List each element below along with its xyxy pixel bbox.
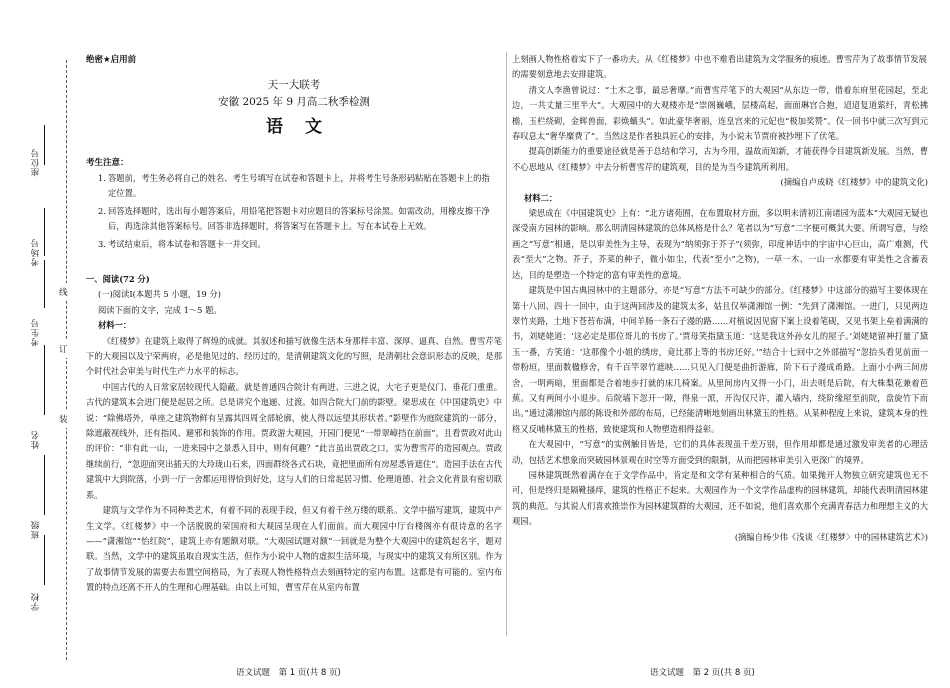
paragraph: 梁思成在《中国建筑史》上有：“北方诸苑囿，在布置取材方面，多以明未清初江南诸园为蓝本”大观园无疑也深受南方园林的影响。那么明清园林建筑的总体风格是什么？笔者以为“写意”二字便可概其大要。所谓写意，与绘画之“写意”相通，是以审美性为主导，表现为“纳须弥于芥子”(须弥，印度神话中的宇宙中心巨山，高广难测，代表“至大”之物。芥子，芥菜的种子，微小如尘，代表“至小”之物)，一草一木、一山一水都要有审美性之含蓄表达，目的是塑造一个特定的富有审美性的意境。	[512, 208, 928, 280]
instruction-text: 阅读下面的文字，完成 1～5 题。	[98, 304, 222, 315]
paragraph: 清文人李渔曾说过：“土木之事，最忌奢靡。”而曹雪芹笔下的大观园“从东边一带，借着东府里花园起，至北边，一共丈量三里半大”。大观园中的大观楼亦是“崇阁巍峨，层楼高起，面面琳宫合抱，迢迢复道萦纡，青松拂檐，玉栏绕砌，金辉兽面，彩焕螭头”。如此豪华奢丽，连皇宫来的元妃也“极加奖赞”。仅一回书中就三次写到元春叹息太“奢华糜费了”。当然这是作者独具匠心的安排，为小说末节贾府被抄埋下了伏笔。	[512, 84, 928, 142]
cut-mark-seal: 装	[59, 410, 68, 428]
candidate-number-label: 考生号	[31, 318, 41, 347]
fill-line	[44, 345, 45, 415]
reading-section	[86, 272, 502, 596]
school-label: 学校	[31, 592, 41, 611]
note-text: 答题前，考生务必将自己的姓名、考生号填写在试卷和答题卡上，并将考生号条形码粘贴在答题卡上的指定位置。	[108, 173, 490, 199]
note-item	[98, 237, 496, 252]
note-number: 3.	[98, 238, 106, 249]
paragraph: 上刻画人物性格着实下了一番功夫。从《红楼梦》中也不难看出建筑为文学服务的痕迹。曹雪芹为了故事情节发展的需要刻意地去安排建筑。	[512, 54, 927, 80]
column-divider	[506, 52, 507, 636]
source-citation: (摘编自杨少伟《浅谈〈红楼梦〉中的园林建筑艺术》)	[734, 531, 928, 542]
exam-room-label: 考场号	[31, 238, 41, 267]
name-label: 姓名	[31, 430, 41, 449]
fill-line	[44, 260, 45, 308]
right-text-block	[512, 52, 928, 545]
paragraph: 《红楼梦》在建筑上取得了辉煌的成就。其叙述和描写就像生活本身那样丰富、深厚、逼真、自然。曹雪芹笔下的大观园以及宁荣两府，必是他见过的、经历过的，是清朝建筑文化的写照，是清朝社会意识形态的反映，是那个时代社会审美与时代生产力水平的标志。	[86, 335, 502, 377]
binding-strip	[0, 0, 80, 688]
note-item	[98, 171, 496, 202]
material-label: 材料一：	[98, 320, 132, 331]
paragraph: 园林建筑既然着满存在于文学作品中，肯定是和文学有某种相合的气质。如果抛开人物独立研究建筑也无不可，但是终归是隔靴搔痒，建筑的性格正不起来。大观园作为一个文学作品虚构的园林建筑，却能代表明清园林建筑的典范。与其说人们喜欢推崇作为园林建筑群的大观园，还不如说，他们喜欢那个充满青春活力和理想主义的大观园。	[512, 469, 928, 527]
note-item	[98, 204, 496, 235]
fill-line	[44, 535, 45, 585]
page-footer-right: 语文试题 第 2 页(共 8 页)	[650, 668, 755, 678]
fill-line	[44, 208, 45, 256]
exam-organizer: 天一大联考	[267, 79, 321, 91]
paragraph: 建筑与文学作为不同种类艺术，有着不同的表现手段，但又有着千丝万缕的联系。文学中描写建筑，建筑中产生文学。《红楼梦》中一个活脱脱的荣国府和大观园呈现在人们面前。而大观园中厅台楼阁亦有很诗意的名字——“潇湘馆”“怡红院”，建筑上亦有题额对联。“大观园试题对额”一回就是为整个大观园中的建筑起名字，题对联。当然，文学中的建筑虽取自现实生活，但作为小说中人物的虚拟生活环境，与现实中的建筑又有所区别。作为了故事情节发展的需要去布置空间格局，为了表现人物性格特点去刻画特定的室内布置。这都是有可能的。室内布置的特点还离不开人的生理和心理基础。由以上可知，曹雪芹在从室内布置	[86, 505, 502, 593]
note-text: 回答选择题时，选出每小题答案后，用铅笔把答题卡对应题目的答案标号涂黑。如需改动，用橡皮擦干净后，再选涂其他答案标号。回答非选择题时，将答案写在答题卡上。写在本试卷上无效。	[108, 205, 490, 232]
paragraph: 在大观园中，“写意”的实例触目皆是，它们的具体表现虽千差万别，但作用却都是通过激发审美者的心理活动，包括艺术想象而突破园林景观在时空等方面受到的限制，从而把园林审美引入更深广的境界。	[512, 439, 928, 465]
class-label: 班级	[31, 520, 41, 539]
fill-line	[44, 455, 45, 515]
paragraph: 提高创新能力的重要途径就是善于总结和学习，古为今用，温故而知新，才能获得令目建筑新发展。当然，曹不心思地从《红楼梦》中去分析曹雪芹的建筑观，目的是为当今建筑所利用。	[512, 146, 928, 172]
note-text: 考试结束后，将本试卷和答题卡一并交回。	[108, 238, 266, 249]
section-heading: 一、阅读(72 分)	[86, 274, 150, 284]
note-number: 2.	[98, 205, 106, 216]
cut-line	[66, 60, 67, 660]
paragraph: 中国古代的人日常家居较现代人隐蔽。就是普通四合院计有两进、三进之说，大宅子更是仪门、垂花门重重。古代的建筑本会进门便是起居之所。总是讲究个迤逦、过渡。如四合院大门前的影壁。梁思成在《中国建筑史》中说：“除佛塔外，单座之建筑物鲜有呈露其四周全部轮廓，使人得以远望其形状者。”影壁作为庭院建筑的一部分，除遮蔽视线外，还有指风、避邪和装饰的作用。贾政游大观园，开园门便见“一带翠嶂挡在前面”。且看贾政对此山的评价：“非有此一山，一进来园中之景悉入目中，则有何趣？”此言虽出贾政之口，实为曹雪芹的造园观点。贾政继续前行，“忽迎面突出插天的大玲珑山石来，四面群绕各式石块，竟把里面所有房屋悉皆遮住”。造园手法在古代建筑中大到院落，小到一厅一舍都运用得恰到好处，这与人们的日常起居习惯、伦理道德、社会文化背景有密切联系。	[86, 381, 502, 500]
paragraph: 建筑是中国古典园林中的主题部分，亦是“写意”方法不可缺少的部分。《红楼梦》中这部分的描写主要体现在第十八回、四十一回中，由于这两回涉及的建筑太多，姑且仅举潇湘馆一例：“先到了潇湘馆。一进门，只见两边翠竹夹路，土地下苍苔布满，中间羊肠一条石子漫的路……对植说因见窗下案上设着笔砚，又见书架上垒着满满的书，刘姥姥道：‘这必定是那位哥儿的书房了。’贾母笑指黛玉道：‘这是我这外孙女儿的屋子。’刘姥姥留神打量了黛玉一番，方笑道：‘这那像个小姐的绣房，竟比那上等的书房还好。’”结合十七回中之外部描写“忽抬头看见前面一带粉垣，里面数楹修舍，有千百竿翠竹遮映……只见入门便是曲折游廊，阶下石子漫成甬路。上面小小两三间房舍，一明两暗，里面都是合着地步打就的床几椅案。从里间房内又得一小门，出去则是后院，有大株梨花兼着芭蕉。又有两间小小退步。后院墙下忽开一隙，得泉一派，开沟仅尺许，灌入墙内，绕阶缘屋至前院，盘旋竹下而出。”通过潇湘馆内部的陈设和外部的布局，已经能清晰地刻画出林黛玉的性格。从某种程度上来说，建筑本身的性格又反哺林黛玉的性格，致使建筑和人物塑造相得益彰。	[512, 285, 928, 434]
confidential-label: 绝密★启用前	[86, 55, 137, 65]
note-number: 1.	[98, 173, 106, 183]
fill-line	[44, 125, 45, 165]
page-footer-left: 语文试题 第 1 页(共 8 页)	[236, 668, 341, 678]
cut-mark-line: 线	[59, 283, 68, 301]
notes-list	[98, 171, 496, 254]
seat-number-label: 座位号	[31, 148, 41, 177]
source-citation: (摘编自卢成晓《红楼梦》中的建筑文化)	[780, 177, 928, 188]
subsection-heading: (一)阅读Ⅰ(本题共 5 小题，19 分)	[98, 289, 221, 300]
exam-title: 安徽 2025 年 9 月高二秋季检测	[218, 96, 370, 108]
subject-title: 语文	[266, 117, 344, 137]
notes-title: 考生注意：	[86, 158, 129, 168]
material-label: 材料二：	[524, 192, 558, 203]
cut-mark-bind: 订	[59, 340, 68, 358]
